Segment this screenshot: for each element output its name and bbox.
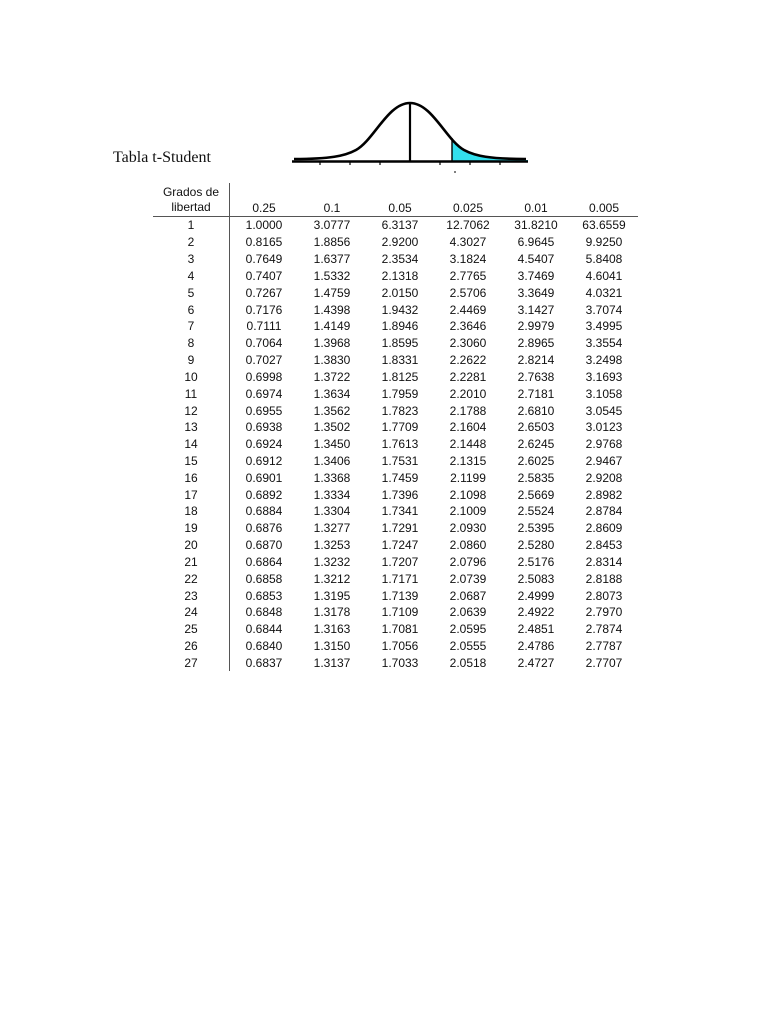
critical-value-cell: 0.6858 — [245, 571, 283, 586]
critical-value-cell: 2.2281 — [449, 369, 487, 384]
critical-value-cell: 2.0796 — [449, 554, 487, 569]
critical-value-cell: 1.3334 — [313, 487, 351, 502]
critical-value-cell: 0.7176 — [245, 302, 283, 317]
critical-value-cell: 2.4469 — [449, 302, 487, 317]
table-row — [153, 520, 638, 537]
critical-value-cell: 63.6559 — [582, 218, 626, 233]
critical-value-cell: 0.6955 — [245, 403, 283, 418]
critical-value-cell: 1.3968 — [313, 336, 351, 351]
critical-value-cell: 1.7139 — [381, 588, 419, 603]
degrees-of-freedom-cell: 4 — [153, 267, 230, 284]
critical-value-cell: 2.6503 — [517, 420, 555, 435]
critical-value-cell: 0.6876 — [245, 521, 283, 536]
critical-value-cell: 1.3304 — [313, 504, 351, 519]
table-row — [153, 301, 638, 318]
critical-value-cell: 2.7970 — [585, 605, 623, 620]
table-row — [153, 469, 638, 486]
critical-value-cell: 1.3450 — [313, 437, 351, 452]
critical-value-cell: 1.8856 — [313, 235, 351, 250]
critical-value-cell: 2.5669 — [517, 487, 555, 502]
table-row — [153, 587, 638, 604]
degrees-of-freedom-cell: 10 — [153, 368, 230, 385]
degrees-of-freedom-cell: 1 — [153, 217, 230, 234]
critical-value-cell: 2.6245 — [517, 437, 555, 452]
critical-value-cell: 3.1693 — [585, 369, 623, 384]
critical-value-cell: 0.6864 — [245, 554, 283, 569]
degrees-of-freedom-cell: 7 — [153, 318, 230, 335]
alpha-header: 0.1 — [323, 201, 341, 215]
critical-value-cell: 2.0739 — [449, 571, 487, 586]
critical-value-cell: 0.6912 — [245, 454, 283, 468]
critical-value-cell: 2.9979 — [517, 319, 555, 334]
critical-value-cell: 0.6892 — [245, 487, 283, 502]
critical-value-cell: 2.5706 — [449, 285, 487, 300]
critical-value-cell: 0.7267 — [245, 285, 283, 300]
table-row — [153, 638, 638, 655]
critical-value-cell: 1.3722 — [313, 369, 351, 384]
critical-value-cell: 2.0150 — [381, 285, 419, 300]
critical-value-cell: 0.6884 — [245, 504, 283, 519]
degrees-of-freedom-cell: 9 — [153, 352, 230, 369]
critical-value-cell: 2.0518 — [449, 655, 487, 670]
critical-value-cell: 2.3534 — [381, 252, 419, 267]
critical-value-cell: 3.4995 — [585, 319, 623, 334]
critical-value-cell: 2.5524 — [517, 504, 555, 519]
degrees-of-freedom-cell: 8 — [153, 335, 230, 352]
critical-value-cell: 2.4999 — [517, 588, 555, 603]
degrees-of-freedom-cell: 25 — [153, 621, 230, 638]
critical-value-cell: 2.2010 — [449, 386, 487, 401]
degrees-of-freedom-cell: 6 — [153, 301, 230, 318]
degrees-of-freedom-cell: 20 — [153, 537, 230, 554]
critical-value-cell: 2.1098 — [449, 487, 487, 502]
table-row — [153, 453, 638, 470]
critical-value-cell: 4.6041 — [585, 268, 623, 283]
critical-value-cell: 0.6853 — [245, 588, 283, 603]
critical-value-cell: 31.8210 — [514, 218, 558, 233]
critical-value-cell: 0.6998 — [245, 369, 283, 384]
table-row — [153, 554, 638, 571]
degrees-of-freedom-cell: 14 — [153, 436, 230, 453]
degrees-of-freedom-cell: 17 — [153, 486, 230, 503]
critical-value-cell: 1.3634 — [313, 386, 351, 401]
critical-value-cell: 2.2622 — [449, 353, 487, 368]
table-row — [153, 486, 638, 503]
critical-value-cell: 2.1318 — [381, 268, 419, 283]
table-row — [153, 284, 638, 301]
critical-value-cell: 1.3502 — [313, 420, 351, 435]
critical-value-cell: 2.0687 — [449, 588, 487, 603]
critical-value-cell: 2.8188 — [585, 571, 623, 586]
critical-value-cell: 1.8946 — [381, 319, 419, 334]
critical-value-cell: 0.6870 — [245, 538, 283, 553]
table-row — [153, 251, 638, 268]
critical-value-cell: 1.3178 — [313, 605, 351, 620]
critical-value-cell: 0.6848 — [245, 605, 283, 620]
critical-value-cell: 6.9645 — [517, 235, 555, 250]
critical-value-cell: 1.7247 — [381, 538, 419, 553]
critical-value-cell: 1.3150 — [313, 639, 351, 654]
degrees-of-freedom-cell: 22 — [153, 570, 230, 587]
critical-value-cell: 2.5280 — [517, 538, 555, 553]
critical-value-cell: 2.3646 — [449, 319, 487, 334]
critical-value-cell: 3.1824 — [449, 252, 487, 267]
critical-value-cell: 1.3232 — [313, 554, 351, 569]
critical-value-cell: 0.6844 — [245, 622, 283, 637]
page-title: Tabla t-Student — [113, 149, 211, 166]
critical-value-cell: 3.0777 — [313, 218, 351, 233]
critical-value-cell: 1.7613 — [381, 437, 419, 452]
critical-value-cell: 0.7064 — [245, 336, 283, 351]
critical-value-cell: 0.6974 — [245, 386, 283, 401]
critical-value-cell: 1.0000 — [245, 218, 283, 233]
critical-value-cell: 1.6377 — [313, 252, 351, 267]
critical-value-cell: 1.7396 — [381, 487, 419, 502]
critical-value-cell: 1.3562 — [313, 403, 351, 418]
critical-value-cell: 1.7171 — [381, 571, 419, 586]
critical-value-cell: 0.6938 — [245, 420, 283, 435]
table-row — [153, 436, 638, 453]
degrees-of-freedom-cell: 26 — [153, 638, 230, 655]
degrees-of-freedom-header — [153, 183, 230, 217]
critical-value-cell: 2.3060 — [449, 336, 487, 351]
critical-value-cell: 2.8965 — [517, 336, 555, 351]
critical-value-cell: 3.0123 — [585, 420, 623, 435]
critical-value-cell: 1.3830 — [313, 353, 351, 368]
critical-value-cell: 1.7823 — [381, 403, 419, 418]
critical-value-cell: 1.7959 — [381, 386, 419, 401]
degrees-of-freedom-cell: 11 — [153, 385, 230, 402]
critical-value-cell: 1.3253 — [313, 538, 351, 553]
critical-value-cell: 0.7111 — [246, 319, 282, 334]
degrees-of-freedom-cell: 3 — [153, 251, 230, 268]
critical-value-cell: 2.8214 — [517, 353, 555, 368]
critical-value-cell: 4.5407 — [517, 252, 555, 267]
critical-value-cell: 1.9432 — [381, 302, 419, 317]
critical-value-cell: 2.5395 — [517, 521, 555, 536]
critical-value-cell: 2.6025 — [517, 454, 555, 468]
table-row — [153, 537, 638, 554]
critical-value-cell: 2.8982 — [585, 487, 623, 502]
critical-value-cell: 6.3137 — [381, 218, 419, 233]
critical-value-cell: 1.3368 — [313, 470, 351, 485]
degrees-of-freedom-cell: 23 — [153, 587, 230, 604]
degrees-of-freedom-cell: 16 — [153, 469, 230, 486]
critical-value-cell: 2.1448 — [449, 437, 487, 452]
critical-value-cell: 4.3027 — [449, 235, 487, 250]
critical-value-cell: 1.7459 — [381, 470, 419, 485]
critical-value-cell: 1.3137 — [313, 655, 351, 670]
table-row — [153, 604, 638, 621]
critical-value-cell: 1.7709 — [381, 420, 419, 435]
critical-value-cell: 1.7081 — [381, 622, 419, 637]
critical-value-cell: 2.4727 — [517, 655, 555, 670]
critical-value-cell: 3.3649 — [517, 285, 555, 300]
critical-value-cell: 4.0321 — [585, 285, 623, 300]
critical-value-cell: 1.3195 — [313, 588, 351, 603]
table-row — [153, 385, 638, 402]
degrees-of-freedom-cell: 2 — [153, 234, 230, 251]
df-header-line-1: Grados de — [162, 184, 220, 199]
table-row — [153, 503, 638, 520]
critical-value-cell: 3.3554 — [585, 336, 623, 351]
alpha-header: 0.025 — [452, 201, 484, 215]
table-row — [153, 368, 638, 385]
critical-value-cell: 2.5835 — [517, 470, 555, 485]
critical-value-cell: 1.3277 — [313, 521, 351, 536]
critical-value-cell: 0.7649 — [245, 252, 283, 267]
critical-value-cell: 2.9467 — [585, 454, 623, 468]
degrees-of-freedom-cell: 12 — [153, 402, 230, 419]
alpha-header: 0.05 — [388, 201, 412, 215]
critical-value-cell: 2.0595 — [449, 622, 487, 637]
critical-value-cell: 3.0545 — [585, 403, 623, 418]
critical-value-cell: 2.0930 — [449, 521, 487, 536]
critical-value-cell: 2.1604 — [449, 420, 487, 435]
critical-value-cell: 5.8408 — [585, 252, 623, 267]
critical-value-cell: 1.8125 — [381, 369, 419, 384]
critical-value-cell: 2.8609 — [585, 521, 623, 536]
table-row — [153, 234, 638, 251]
critical-value-cell: 2.9768 — [585, 437, 623, 452]
degrees-of-freedom-cell: 13 — [153, 419, 230, 436]
critical-value-cell: 1.7109 — [381, 605, 419, 620]
table-row — [153, 318, 638, 335]
degrees-of-freedom-cell: 27 — [153, 655, 230, 672]
critical-value-cell: 1.7341 — [381, 504, 419, 519]
critical-value-cell: 2.0639 — [449, 605, 487, 620]
critical-value-cell: 2.8073 — [585, 588, 623, 603]
critical-value-cell: 0.7027 — [245, 353, 283, 368]
df-header-line-2: libertad — [171, 199, 211, 214]
critical-value-cell: 12.7062 — [446, 218, 490, 233]
critical-value-cell: 1.4149 — [313, 319, 351, 334]
critical-value-cell: 0.6924 — [245, 437, 283, 452]
critical-value-cell: 0.6840 — [245, 639, 283, 654]
critical-value-cell: 1.4759 — [313, 285, 351, 300]
critical-value-cell: 2.4922 — [517, 605, 555, 620]
critical-value-cell: 2.9200 — [381, 235, 419, 250]
critical-value-cell: 3.7469 — [517, 268, 555, 283]
table-row — [153, 402, 638, 419]
critical-value-cell: 2.1315 — [449, 454, 487, 468]
table-body — [153, 217, 638, 672]
critical-value-cell: 2.7787 — [585, 639, 623, 654]
table-row — [153, 570, 638, 587]
critical-value-cell: 2.7765 — [449, 268, 487, 283]
critical-value-cell: 0.8165 — [245, 235, 283, 250]
table-row — [153, 655, 638, 672]
critical-value-cell: 2.4851 — [517, 622, 555, 637]
critical-value-cell: 2.4786 — [517, 639, 555, 654]
critical-value-cell: 1.8595 — [381, 336, 419, 351]
degrees-of-freedom-cell: 5 — [153, 284, 230, 301]
critical-value-cell: 2.1009 — [449, 504, 487, 519]
critical-value-cell: 3.2498 — [585, 353, 623, 368]
critical-value-cell: 2.8314 — [585, 554, 623, 569]
critical-value-cell: 1.5332 — [313, 268, 351, 283]
critical-value-cell: 1.3406 — [313, 454, 351, 468]
critical-value-cell: 0.6837 — [245, 655, 283, 670]
critical-value-cell: 2.1199 — [450, 470, 486, 485]
critical-value-cell: 2.9208 — [585, 470, 623, 485]
t-student-table — [153, 183, 638, 671]
table-row — [153, 335, 638, 352]
critical-value-cell: 2.7638 — [517, 369, 555, 384]
critical-value-cell: 1.7033 — [381, 655, 419, 670]
alpha-header: 0.005 — [588, 201, 620, 215]
critical-value-cell: 1.4398 — [313, 302, 351, 317]
critical-value-cell: 0.7407 — [245, 268, 283, 283]
header-row — [153, 183, 638, 217]
critical-value-cell: 1.7291 — [381, 521, 419, 536]
critical-value-cell: 1.7531 — [381, 454, 419, 468]
table-row — [153, 217, 638, 234]
critical-value-cell: 3.1058 — [585, 386, 623, 401]
critical-value-cell: 2.5176 — [517, 554, 555, 569]
table-row — [153, 419, 638, 436]
critical-value-cell: 2.0860 — [449, 538, 487, 553]
critical-value-cell: 2.8784 — [585, 504, 623, 519]
degrees-of-freedom-cell: 21 — [153, 554, 230, 571]
alpha-header: 0.01 — [524, 201, 548, 215]
critical-value-cell: 1.8331 — [381, 353, 419, 368]
table-row — [153, 267, 638, 284]
critical-value-cell: 2.6810 — [517, 403, 555, 418]
critical-value-cell: 1.3212 — [313, 571, 351, 586]
critical-value-cell: 1.7207 — [381, 554, 419, 569]
critical-value-cell: 9.9250 — [585, 235, 623, 250]
critical-value-cell: 3.7074 — [585, 302, 623, 317]
degrees-of-freedom-cell: 18 — [153, 503, 230, 520]
critical-value-cell: 1.3163 — [313, 622, 351, 637]
critical-value-cell: 2.8453 — [585, 538, 623, 553]
critical-value-cell: 2.1788 — [449, 403, 487, 418]
table-row — [153, 352, 638, 369]
critical-value-cell: 2.7707 — [585, 655, 623, 670]
degrees-of-freedom-cell: 24 — [153, 604, 230, 621]
critical-value-cell: 2.7874 — [585, 622, 623, 637]
critical-value-cell: 0.6901 — [245, 470, 283, 485]
table-row — [153, 621, 638, 638]
t-distribution-curve-icon — [290, 100, 530, 176]
critical-value-cell: 3.1427 — [517, 302, 555, 317]
degrees-of-freedom-cell: 15 — [153, 453, 230, 470]
alpha-header: 0.25 — [252, 201, 276, 215]
critical-value-cell: 2.7181 — [517, 386, 555, 401]
critical-value-cell: 1.7056 — [381, 639, 419, 654]
critical-value-cell: 2.0555 — [449, 639, 487, 654]
critical-value-cell: 2.5083 — [517, 571, 555, 586]
degrees-of-freedom-cell: 19 — [153, 520, 230, 537]
